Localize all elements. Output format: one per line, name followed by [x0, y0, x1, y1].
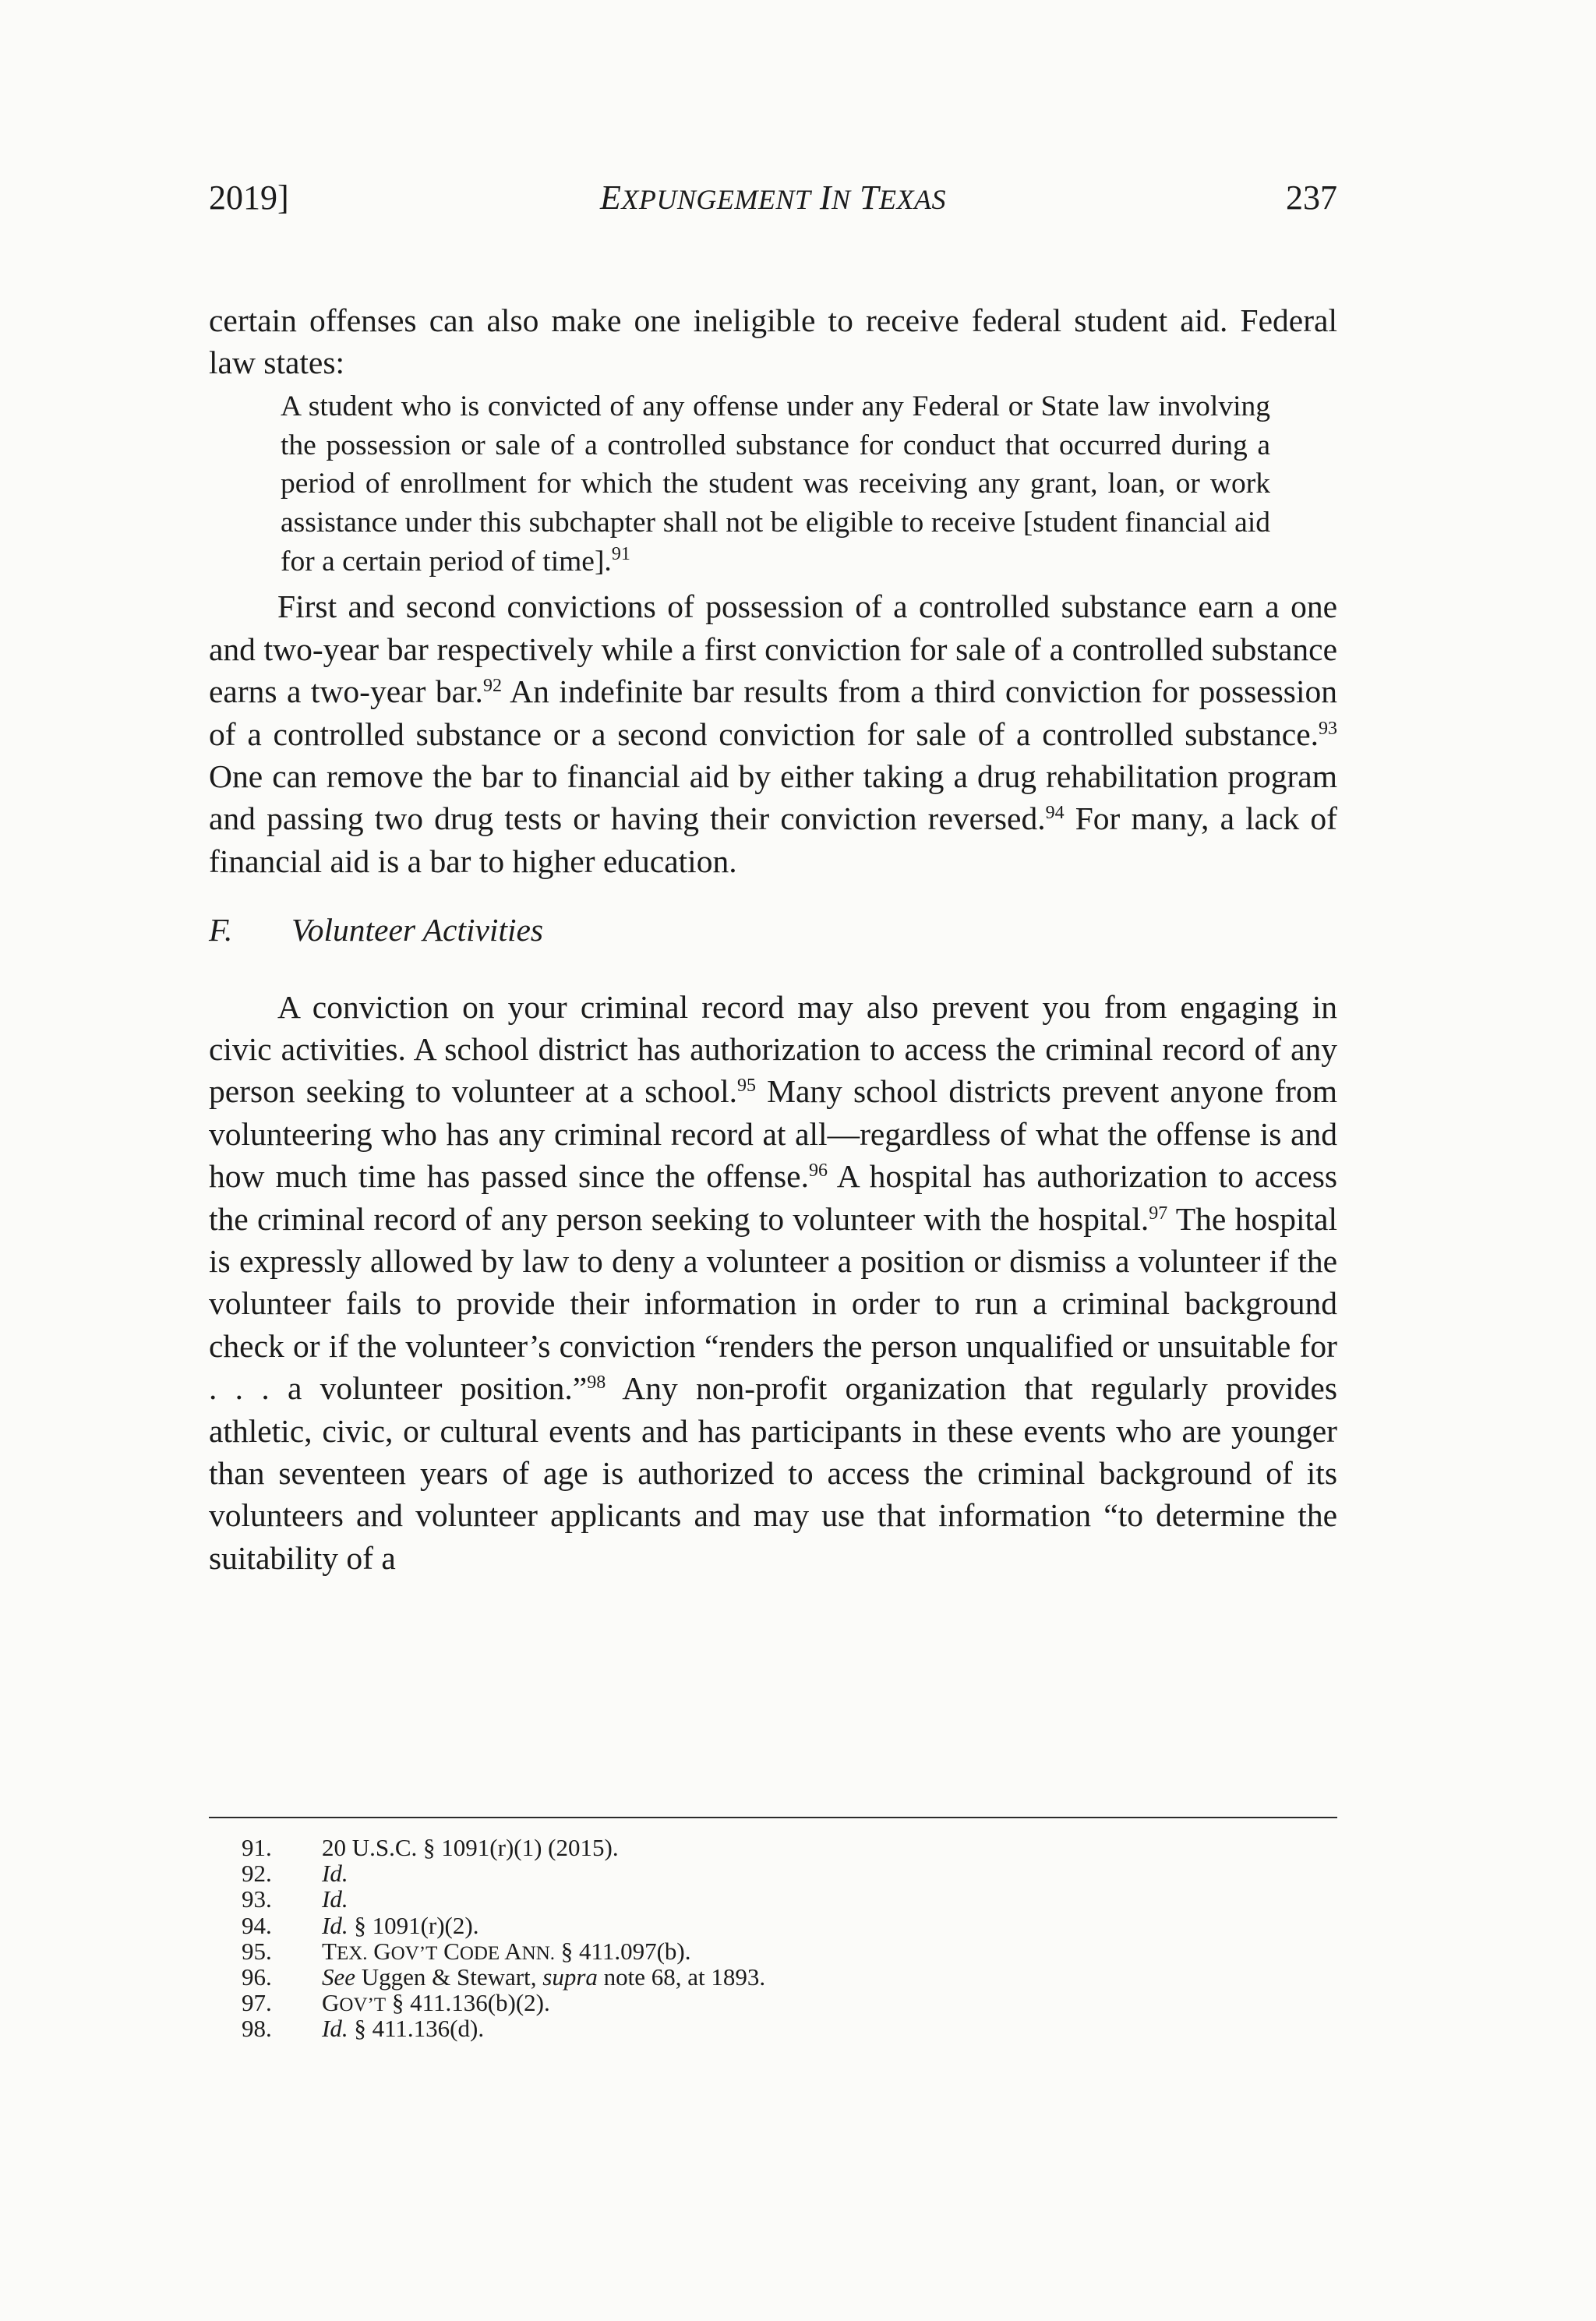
footnote [209, 1990, 1337, 2015]
signal-see: See [322, 1962, 356, 1991]
footnotes [209, 1835, 1337, 2042]
footnote-ref[interactable]: 96 [808, 1160, 828, 1182]
sentence: One can remove the bar to financial aid by either taking a drug rehabilitation program and passing two drug tests or having their conviction reversed. [209, 758, 1337, 837]
footnote-text [322, 1886, 348, 1912]
footnote-divider [209, 1817, 1337, 1818]
signal-supra: supra [542, 1962, 598, 1991]
footnote [209, 2015, 1337, 2041]
footnote [209, 1886, 1337, 1912]
footnote-text [322, 1913, 478, 1938]
footnote-number: 91. [242, 1834, 272, 1861]
citation-text: Uggen & Stewart, [355, 1962, 543, 1991]
section-title: Volunteer Activities [291, 912, 544, 949]
section-heading [209, 909, 1337, 951]
footnote [209, 1938, 1337, 1964]
id-citation: Id. [322, 1885, 348, 1913]
sentence: Any non-profit organization that regularly provides athletic, civic, or cultural events and has participants in these events who are younger than seventeen years of age is authorized to access the criminal background of its volunteers and volunteer applicants and may use that information “to determine the suitability of a [209, 1370, 1337, 1576]
footnote-ref[interactable]: 91 [611, 543, 630, 564]
page-number: 237 [1286, 178, 1337, 217]
footnote [209, 1860, 1337, 1886]
footnote-text [322, 1938, 691, 1966]
id-citation: Id. [322, 1860, 348, 1888]
block-quote [281, 387, 1270, 581]
footnote-text [322, 1964, 765, 1990]
sentence: A hospital has authorization to access the criminal record of any person seeking to volunteer with the hospital. [209, 1158, 1337, 1237]
section-letter: F. [209, 912, 233, 949]
citation-text: § 411.097(b). [555, 1937, 691, 1965]
footnote-ref[interactable]: 92 [482, 676, 502, 697]
footnote-ref[interactable]: 98 [587, 1372, 606, 1394]
paragraph-2 [209, 585, 1337, 882]
running-header [209, 178, 1337, 224]
id-citation: Id. [322, 1911, 348, 1939]
footnote-text [322, 1990, 550, 2018]
footnote-ref[interactable]: 97 [1149, 1203, 1168, 1224]
footnote-number: 92. [242, 1860, 272, 1888]
body-text [209, 299, 1337, 1579]
footnote-text [322, 2015, 484, 2041]
footnote [209, 1913, 1337, 1938]
footnote-ref[interactable]: 95 [736, 1076, 756, 1097]
header-title-text: EXPUNGEMENT IN TEXAS [599, 178, 947, 217]
sentence: A conviction on your criminal record may also prevent you from engaging in civic activities. A school district has authorization to access the criminal record of any person seeking to volunteer at a school. [209, 988, 1337, 1110]
sentence: First and second convictions of possession of a controlled substance earn a one and two-year bar respectively while a first conviction for sale of a controlled substance earns a two-year bar. [209, 588, 1337, 710]
sentence: The hospital is expressly allowed by law to deny a volunteer a position or dismiss a volunteer if the volunteer fails to provide their information in order to run a criminal background check or if the volunteer’s conviction “renders the person unqualified or unsuitable for . . . a volunteer position.” [209, 1200, 1337, 1407]
id-citation: Id. [322, 2015, 348, 2043]
citation-text: § 411.136(b)(2). [386, 1989, 550, 2017]
footnote-ref[interactable]: 94 [1045, 803, 1065, 824]
small-caps-citation: TEX. GOV’T CODE ANN. [322, 1937, 555, 1965]
footnote-text [322, 1860, 348, 1886]
citation-text: § 411.136(d). [348, 2015, 485, 2043]
footnote-ref[interactable]: 93 [1319, 718, 1337, 739]
citation-text: note 68, at 1893. [597, 1962, 766, 1991]
footnote-number: 97. [242, 1989, 272, 2017]
small-caps-citation: GOV’T [322, 1989, 387, 2017]
citation-text: § 1091(r)(2). [348, 1911, 479, 1939]
footnote-number: 95. [242, 1937, 272, 1965]
footnote-number: 94. [242, 1911, 272, 1939]
footnote-number: 96. [242, 1962, 272, 1991]
footnote-text: 20 U.S.C. § 1091(r)(1) (2015). [322, 1834, 619, 1861]
footnote [209, 1835, 1337, 1860]
sentence: For many, a lack of financial aid is a bar to higher education. [209, 800, 1337, 879]
header-year: 2019] [209, 178, 289, 217]
footnote-number: 98. [242, 2015, 272, 2043]
sentence: An indefinite bar results from a third conviction for possession of a controlled substance or a second conviction for sale of a controlled substance. [209, 673, 1337, 752]
footnote [209, 1964, 1337, 1990]
block-quote-text: A student who is convicted of any offense under any Federal or State law involving the possession or sale of a controlled substance for conduct that occurred during a period of enrollment for which the student was receiving any grant, loan, or work assistance under this subchapter shall not be eligible to receive [student financial aid for a certain period of time]. [281, 390, 1270, 578]
sentence: Many school districts prevent anyone from volunteering who has any criminal record at all—regardless of what the offense is and how much time has passed since the offense. [209, 1073, 1337, 1195]
footnote-number: 93. [242, 1885, 272, 1913]
paragraph-1: certain offenses can also make one ineligible to receive federal student aid. Federal law states: [209, 302, 1337, 381]
paragraph-3 [209, 986, 1337, 1580]
header-title [209, 178, 1337, 217]
